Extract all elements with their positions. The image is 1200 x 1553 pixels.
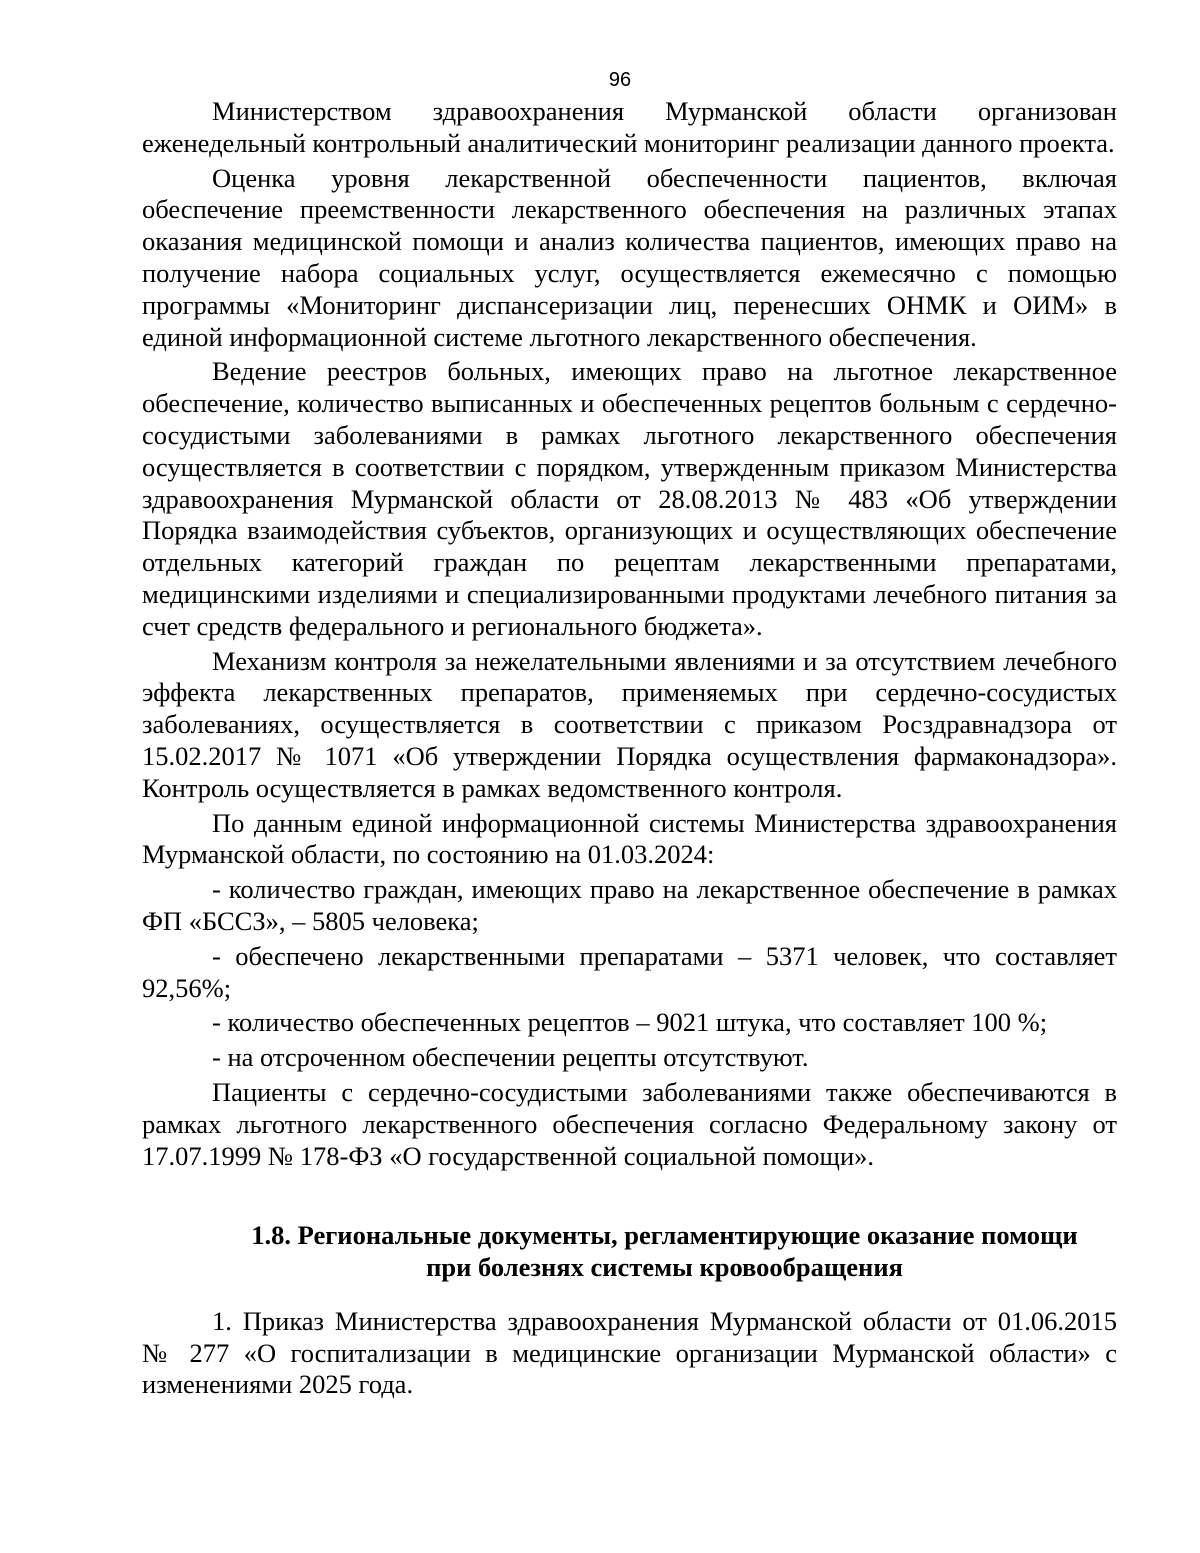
list-item-provided-count: - обеспечено лекарственными препаратами – 5371 человек, что составляет 92,56%; <box>142 940 1117 1003</box>
list-item-deferred: - на отсроченном обеспечении рецепты отсутствуют. <box>212 1042 809 1073</box>
list-item-prescriptions-count: - количество обеспеченных рецептов – 9021 штука, что составляет 100 %; <box>212 1007 1048 1038</box>
page-content <box>142 96 1117 1401</box>
section-list-item-1: 1. Приказ Министерства здравоохранения Мурманской области от 01.06.2015 № 277 «О госпитализации в медицинские организации Мурманской области» с изменениями 2025 года. <box>142 1305 1117 1400</box>
page-number: 96 <box>608 69 632 91</box>
paragraph-assessment: Оценка уровня лекарственной обеспеченности пациентов, включая обеспечение преемственности лекарственного обеспечения на различных этапах оказания медицинской помощи и анализ количества пациентов, имеющих право на получение набора социальных услуг, осуществляется ежемесячно с помощью программы «Мониторинг диспансеризации лиц, перенесших ОНМК и ОИМ» в единой информационной системе льготного лекарственного обеспечения. <box>142 162 1117 352</box>
section-heading-line-2: при болезнях системы кровообращения <box>426 1252 903 1283</box>
paragraph-monitoring: Министерством здравоохранения Мурманской области организован еженедельный контрольный аналитический мониторинг реализации данного проекта. <box>142 96 1117 158</box>
section-heading <box>142 1220 1117 1284</box>
paragraph-eis-data: По данным единой информационной системы Министерства здравоохранения Мурманской области, по состоянию на 01.03.2024: <box>142 807 1117 870</box>
list-item-citizens-count: - количество граждан, имеющих право на лекарственное обеспечение в рамках ФП «БССЗ», – 5805 человека; <box>142 874 1117 936</box>
paragraph-control-mechanism: Механизм контроля за нежелательными явлениями и за отсутствием лечебного эффекта лекарственных препаратов, применяемых при сердечно-сосудистых заболеваниях, осуществляется в соответствии с приказом Росздравнадзора от 15.02.2017 № 1071 «Об утверждении Порядка осуществления фармаконадзора». Контроль осуществляется в рамках ведомственного контроля. <box>142 645 1117 803</box>
section-heading-line-1: 1.8. Региональные документы, регламентирующие оказание помощи <box>251 1220 1078 1251</box>
paragraph-registries: Ведение реестров больных, имеющих право на льготное лекарственное обеспечение, количество выписанных и обеспеченных рецептов больным с сердечно-сосудистыми заболеваниями в рамках льготного лекарственного обеспечения осуществляется в соответствии с порядком, утвержденным приказом Министерства здравоохранения Мурманской области от 28.08.2013 № 483 «Об утверждении Порядка взаимодействия субъектов, организующих и осуществляющих обеспечение отдельных категорий граждан по рецептам лекарственными препаратами, медицинскими изделиями и специализированными продуктами лечебного питания за счет средств федерального и регионального бюджета». <box>142 356 1117 641</box>
paragraph-federal-law: Пациенты с сердечно-сосудистыми заболеваниями также обеспечиваются в рамках льготного лекарственного обеспечения согласно Федеральному закону от 17.07.1999 № 178-ФЗ «О государственной социальной помощи». <box>142 1076 1117 1171</box>
